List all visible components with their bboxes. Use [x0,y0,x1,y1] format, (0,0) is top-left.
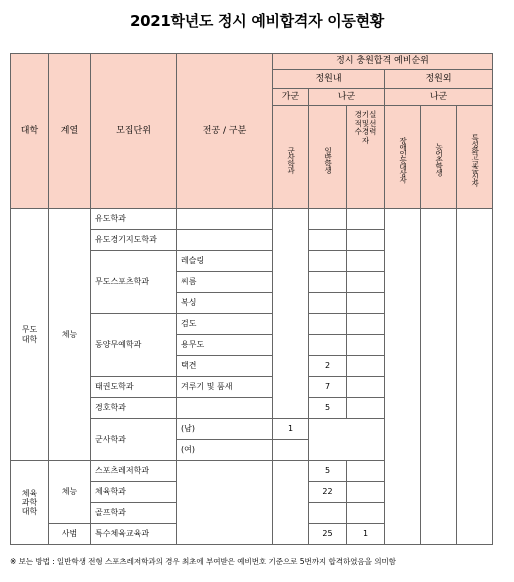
military-cell: 1 [273,419,309,440]
major-cell [177,230,273,251]
military-cell [273,209,309,419]
athlete-cell [347,356,385,377]
athlete-cell [347,503,385,524]
college-cell: 무도 대학 [11,209,49,461]
unit-cell: 경호학과 [91,398,177,419]
general-cell: 7 [309,377,347,398]
athlete-cell [347,272,385,293]
empty-cell [309,419,385,461]
general-cell: 25 [309,524,347,545]
athlete-cell [347,293,385,314]
unit-cell: 유도학과 [91,209,177,230]
unit-cell: 스포츠레저학과 [91,461,177,482]
unit-cell: 유도경기지도학과 [91,230,177,251]
rural-cell [421,209,457,545]
unit-cell: 태권도학과 [91,377,177,398]
header-col-military: 군사학과 [273,106,309,209]
unit-cell: 골프학과 [91,503,177,524]
unit-cell: 무도스포츠학과 [91,251,177,314]
specialized-cell [457,209,493,545]
athlete-cell [347,461,385,482]
general-cell [309,335,347,356]
header-quota-in: 정원내 [273,70,385,89]
track-cell: 체능 [49,461,91,524]
header-track: 계열 [49,54,91,209]
college-cell: 체육 과학 대학 [11,461,49,545]
header-na: 나군 [309,89,385,106]
major-cell: 용무도 [177,335,273,356]
athlete-cell [347,482,385,503]
athlete-cell [347,335,385,356]
military-cell [273,461,309,545]
major-cell: 씨름 [177,272,273,293]
general-cell [309,314,347,335]
unit-cell: 체육학과 [91,482,177,503]
general-cell [309,293,347,314]
major-cell: 복싱 [177,293,273,314]
movement-table [10,53,493,545]
major-cell: (여) [177,440,273,461]
unit-cell: 군사학과 [91,419,177,461]
general-cell: 2 [309,356,347,377]
athlete-cell [347,209,385,230]
header-quota-out: 정원외 [385,70,493,89]
header-unit: 모집단위 [91,54,177,209]
military-cell [273,440,309,461]
track-cell: 체능 [49,209,91,461]
major-cell: 검도 [177,314,273,335]
athlete-cell [347,230,385,251]
general-cell [309,251,347,272]
page-title: 2021학년도 정시 예비합격자 이동현황 [130,12,384,30]
athlete-cell [347,398,385,419]
disabled-cell [385,209,421,545]
header-top: 정시 충원합격 예비순위 [273,54,493,70]
header-major: 전공 / 구분 [177,54,273,209]
general-cell: 22 [309,482,347,503]
header-col-specialized: 특성화고교출신자 [457,106,493,209]
general-cell: 5 [309,461,347,482]
general-cell [309,503,347,524]
header-na-out: 나군 [385,89,493,106]
header-col-disabled: 장애인등대상자 [385,106,421,209]
major-cell [177,209,273,230]
general-cell [309,230,347,251]
track-cell: 사범 [49,524,91,545]
header-college: 대학 [11,54,49,209]
unit-cell: 특수체육교육과 [91,524,177,545]
header-ga: 가군 [273,89,309,106]
unit-cell: 동양무예학과 [91,314,177,377]
athlete-cell [347,251,385,272]
general-cell: 5 [309,398,347,419]
header-col-general: 일반학생 [309,106,347,209]
major-cell: 겨루기 및 품새 [177,377,273,398]
major-cell [177,461,273,545]
major-cell: 택견 [177,356,273,377]
footnote: ※ 보는 방법 : 일반학생 전형 스포츠레저학과의 경우 최초에 부여받은 예비번호 기준으로 5번까지 합격하였음을 의미함 [10,557,396,566]
general-cell [309,272,347,293]
athlete-cell [347,377,385,398]
athlete-cell: 1 [347,524,385,545]
general-cell [309,209,347,230]
header-col-rural: 농어촌학생 [421,106,457,209]
athlete-cell [347,314,385,335]
major-cell [177,398,273,419]
major-cell: (남) [177,419,273,440]
header-col-athlete: 경기실적및선수경력자 [347,106,385,209]
major-cell: 레슬링 [177,251,273,272]
